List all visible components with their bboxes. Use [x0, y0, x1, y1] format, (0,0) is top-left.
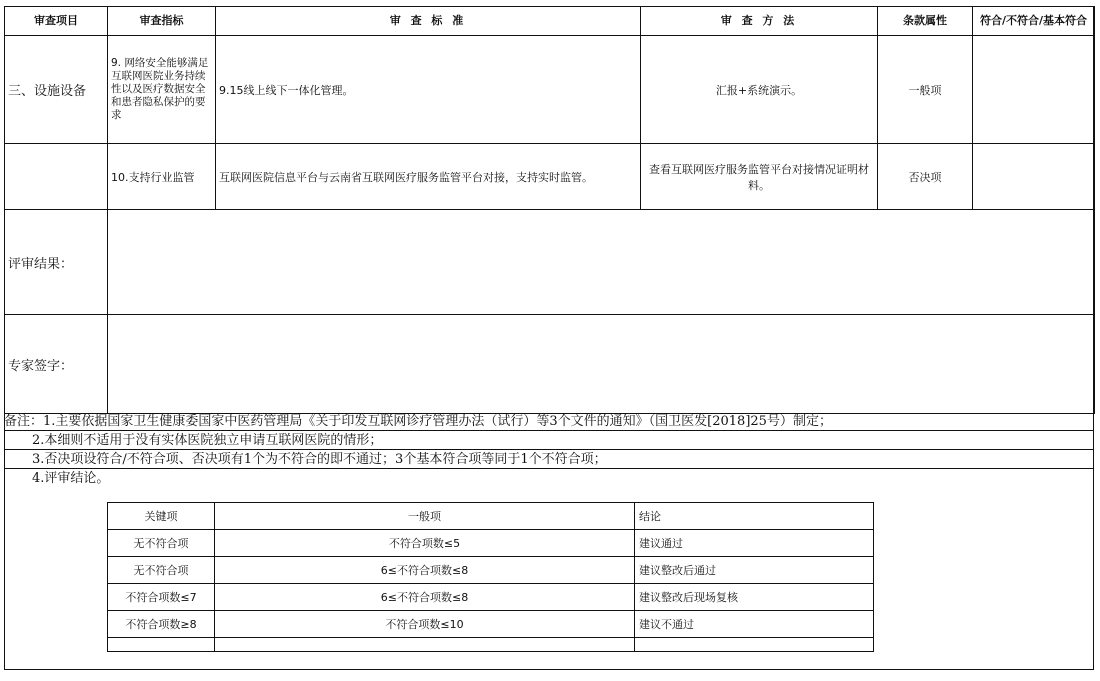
row-attribute: 一般项 — [878, 36, 973, 144]
note-line: 3.否决项设符合/不符合项、否决项有1个为不符合的即不通过；3个基本符合项等同于1个不符合项； — [4, 450, 1094, 469]
verdict-conclusion: 建议整改后现场复核 — [635, 584, 874, 611]
header-review-method: 审 查 方 法 — [641, 7, 878, 36]
row-standard: 互联网医院信息平台与云南省互联网医疗服务监管平台对接，支持实时监管。 — [216, 144, 641, 210]
header-conformity: 符合/不符合/基本符合 — [973, 7, 1095, 36]
expert-signature-label: 专家签字： — [5, 315, 108, 414]
verdict-key: 无不符合项 — [108, 530, 215, 557]
note-line: 备注：1.主要依据国家卫生健康委国家中医药管理局《关于印发互联网诊疗管理办法（试行）等3个文件的通知》（国卫医发[2018]25号）制定； — [4, 412, 1094, 431]
verdict-general: 不符合项数≤5 — [215, 530, 635, 557]
row-standard: 9.15线上线下一体化管理。 — [216, 36, 641, 144]
header-review-item: 审查项目 — [5, 7, 108, 36]
page-frame — [4, 6, 1094, 670]
verdict-conclusion: 建议不通过 — [635, 611, 874, 638]
verdict-header-key: 关键项 — [108, 503, 215, 530]
row-item: 三、设施设备 — [5, 36, 108, 144]
row-method: 查看互联网医疗服务监管平台对接情况证明材料。 — [641, 144, 878, 210]
row-indicator: 10.支持行业监管 — [108, 144, 216, 210]
verdict-general: 6≤不符合项数≤8 — [215, 584, 635, 611]
verdict-general: 不符合项数≤10 — [215, 611, 635, 638]
row-method: 汇报+系统演示。 — [641, 36, 878, 144]
header-review-indicator: 审查指标 — [108, 7, 216, 36]
verdict-header-general: 一般项 — [215, 503, 635, 530]
note-line: 4.评审结论。 — [32, 471, 110, 486]
header-review-standard: 审 查 标 准 — [216, 7, 641, 36]
header-clause-attribute: 条款属性 — [878, 7, 973, 36]
verdict-conclusion: 建议通过 — [635, 530, 874, 557]
note-line: 2.本细则不适用于没有实体医院独立申请互联网医院的情形； — [4, 431, 1094, 450]
verdict-key: 无不符合项 — [108, 557, 215, 584]
verdict-general: 6≤不符合项数≤8 — [215, 557, 635, 584]
verdict-header-conclusion: 结论 — [635, 503, 874, 530]
row-attribute: 否决项 — [878, 144, 973, 210]
review-result-label: 评审结果： — [5, 210, 108, 315]
verdict-key: 不符合项数≤7 — [108, 584, 215, 611]
verdict-key: 不符合项数≥8 — [108, 611, 215, 638]
row-indicator: 9. 网络安全能够满足互联网医院业务持续性以及医疗数据安全和患者隐私保护的要求 — [108, 36, 216, 144]
verdict-conclusion: 建议整改后通过 — [635, 557, 874, 584]
